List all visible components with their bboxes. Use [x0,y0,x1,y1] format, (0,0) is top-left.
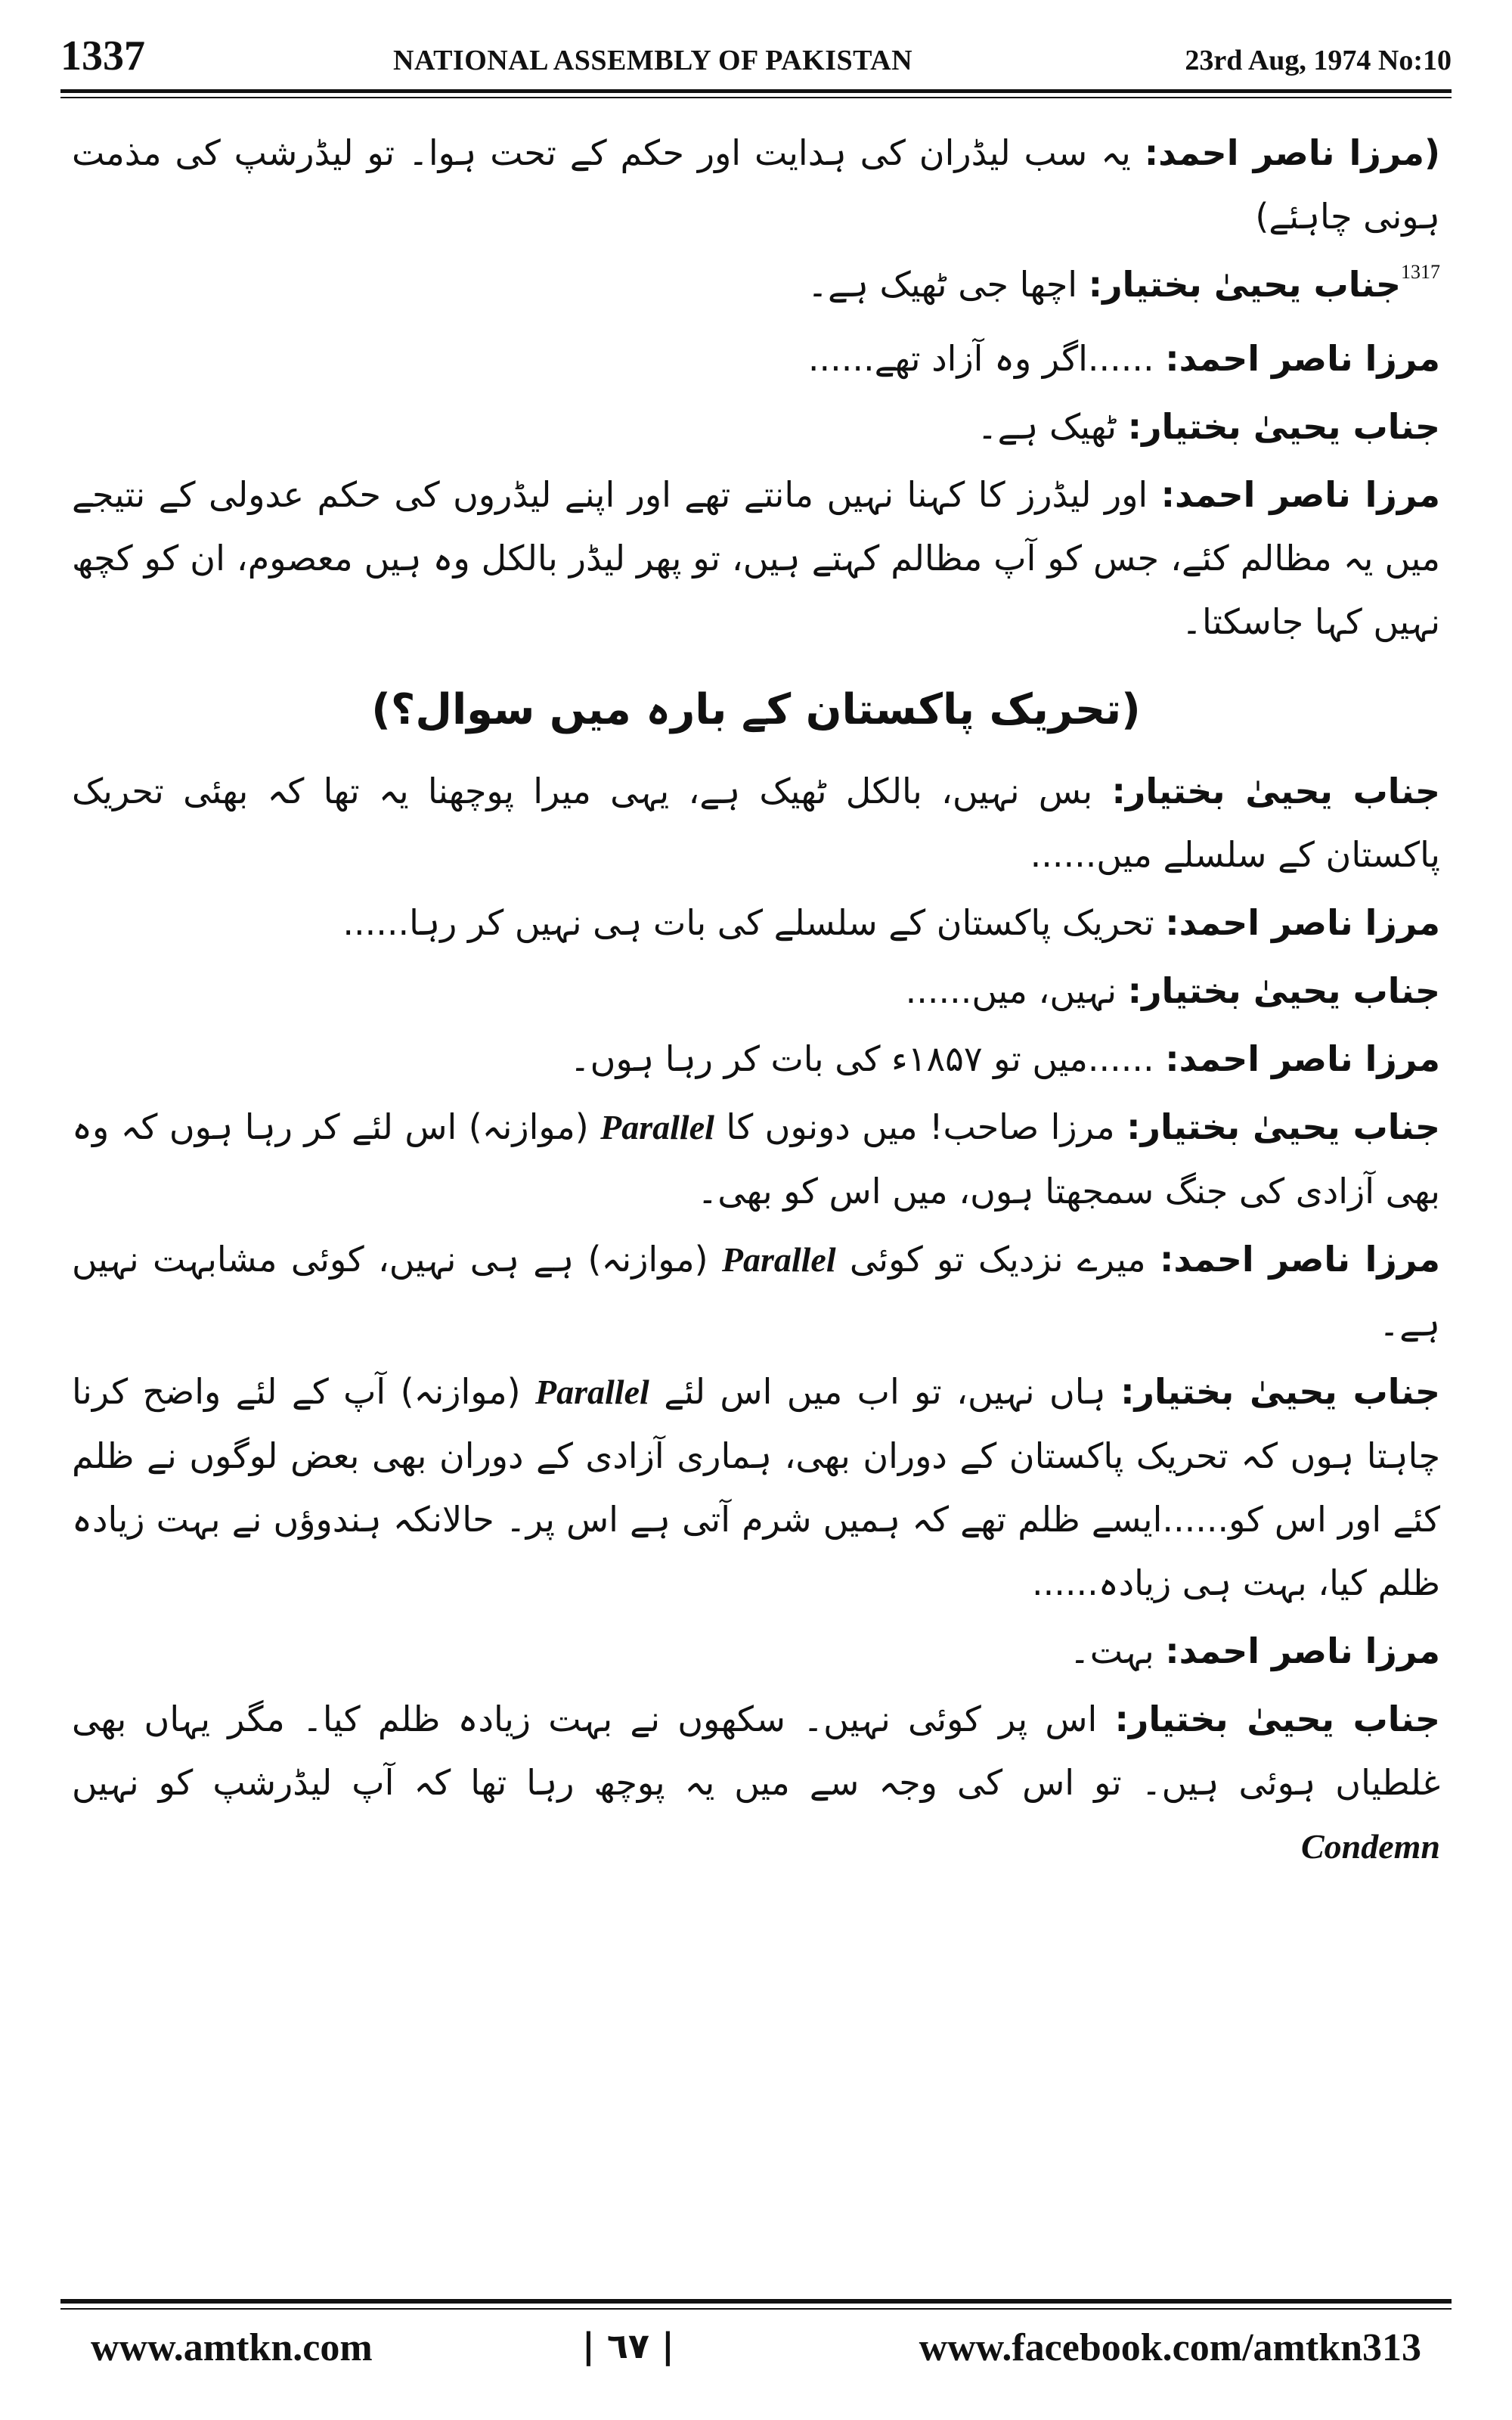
speaker-name: جناب یحییٰ بختیار: [1127,406,1440,447]
speaker-name: مرزا ناصر احمد: [1165,1038,1440,1079]
english-term: Parallel [721,1240,836,1279]
header-rule-thin [60,97,1452,98]
speech-text: ہاں نہیں، تو اب میں اس لئے [664,1371,1106,1412]
speech-text: نہیں، میں...... [905,970,1117,1011]
speaker-name: جناب یحییٰ بختیار: [1127,970,1440,1011]
dialogue-paragraph [72,1095,1440,1223]
speech-text: ......میں تو ۱۸۵۷ء کی بات کر رہا ہوں۔ [569,1038,1154,1079]
speaker-name: جناب یحییٰ بختیار: [1088,264,1401,305]
speech-text: یہ سب لیڈران کی ہدایت اور حکم کے تحت ہوا۔ تو لیڈرشپ کی مذمت ہونی چاہئے) [72,132,1440,237]
dialogue-paragraph [72,759,1440,886]
speech-text: تحریک پاکستان کے سلسلے کی بات ہی نہیں کر رہا...... [342,902,1154,943]
speaker-name: جناب یحییٰ بختیار: [1114,1699,1440,1739]
speech-text: بس نہیں، بالکل ٹھیک ہے، یہی میرا پوچھنا یہ تھا کہ بھئی تحریک پاکستان کے سلسلے میں...... [72,771,1440,875]
dialogue-paragraph [72,1687,1440,1879]
dialogue-paragraph [72,1027,1440,1091]
footer-website-link[interactable]: www.amtkn.com [91,2326,373,2369]
transcript-block-2 [72,759,1440,1879]
speaker-name: جناب یحییٰ بختیار: [1120,1371,1441,1412]
footer-facebook-link[interactable]: www.facebook.com/amtkn313 [919,2326,1421,2369]
dialogue-paragraph [72,121,1440,248]
speech-text: اچھا جی ٹھیک ہے۔ [807,264,1078,305]
english-term: Parallel [600,1108,714,1146]
speaker-name: مرزا ناصر احمد: [1160,474,1441,515]
footer-page-marker: | ٦٧ | [582,2325,674,2366]
speaker-name: مرزا ناصر احمد: [1165,338,1440,379]
speech-text: ......اگر وہ آزاد تھے...... [807,338,1154,379]
dialogue-paragraph [72,463,1440,653]
header-date: 23rd Aug, 1974 No:10 [1185,45,1452,76]
dialogue-paragraph [72,327,1440,390]
page-footer [60,2325,1452,2386]
dialogue-paragraph [72,1360,1440,1615]
speech-text: اور لیڈرز کا کہنا نہیں مانتے تھے اور اپنے لیڈروں کی حکم عدولی کے نتیجے میں یہ مظالم کئے، جس کو آپ مظالم کہتے ہیں، تو پھر لیڈر بالکل وہ ہیں معصوم، ان کو کچھ نہیں کہا جاسکتا۔ [72,474,1440,642]
speech-text: ٹھیک ہے۔ [977,406,1117,447]
dialogue-paragraph [72,395,1440,458]
header-title: NATIONAL ASSEMBLY OF PAKISTAN [393,45,913,76]
dialogue-paragraph [72,253,1440,322]
speech-text: بہت۔ [1069,1630,1154,1671]
speech-text: اس پر کوئی نہیں۔ سکھوں نے بہت زیادہ ظلم کیا۔ مگر یہاں بھی غلطیاں ہوئی ہیں۔ تو اس کی وجہ سے میں یہ پوچھ رہا تھا کہ آپ لیڈرشپ کو نہیں [72,1699,1440,1803]
english-term: Parallel [535,1373,649,1411]
speaker-name: مرزا ناصر احمد: [1159,1239,1440,1280]
footer-rule [60,2299,1452,2304]
footer-rule-thin [60,2308,1452,2310]
page-header [60,30,1452,91]
header-rule [60,89,1452,93]
transcript-body [72,121,1440,2238]
speech-text-continued: (موازنہ) ہے ہی نہیں، کوئی مشابہت نہیں ہے۔ [72,1239,1440,1344]
reference-number: 1317 [1401,261,1440,283]
speech-text-continued: (موازنہ) اس لئے کر رہا ہوں کہ وہ بھی آزادی کی جنگ سمجھتا ہوں، میں اس کو بھی۔ [72,1106,1440,1212]
speech-text-continued: (موازنہ) آپ کے لئے واضح کرنا چاہتا ہوں کہ تحریک پاکستان کے دوران بھی، ہماری آزادی کے دوران بھی بعض لوگوں نے ظلم کئے اور اس کو......ایسے ظلم تھے کہ ہمیں شرم آتی ہے اس پر۔ حالانکہ ہندوؤں نے بہت زیادہ ظلم کیا، بہت ہی زیادہ...... [72,1371,1440,1603]
speaker-name: مرزا ناصر احمد: [1165,1630,1440,1671]
dialogue-paragraph [72,1227,1440,1355]
transcript-block-1 [72,121,1440,653]
english-term: Condemn [1300,1827,1440,1866]
speaker-name: (مرزا ناصر احمد: [1144,132,1441,173]
speech-text: مرزا صاحب! میں دونوں کا [726,1106,1115,1147]
speech-text: میرے نزدیک تو کوئی [849,1239,1146,1280]
speaker-name: جناب یحییٰ بختیار: [1126,1106,1440,1147]
dialogue-paragraph [72,891,1440,954]
page-number: 1337 [60,33,145,79]
section-heading: (تحریک پاکستان کے بارہ میں سوال؟) [371,685,1141,734]
dialogue-paragraph [72,959,1440,1022]
speaker-name: مرزا ناصر احمد: [1165,902,1440,943]
dialogue-paragraph [72,1619,1440,1683]
speaker-name: جناب یحییٰ بختیار: [1111,771,1441,811]
